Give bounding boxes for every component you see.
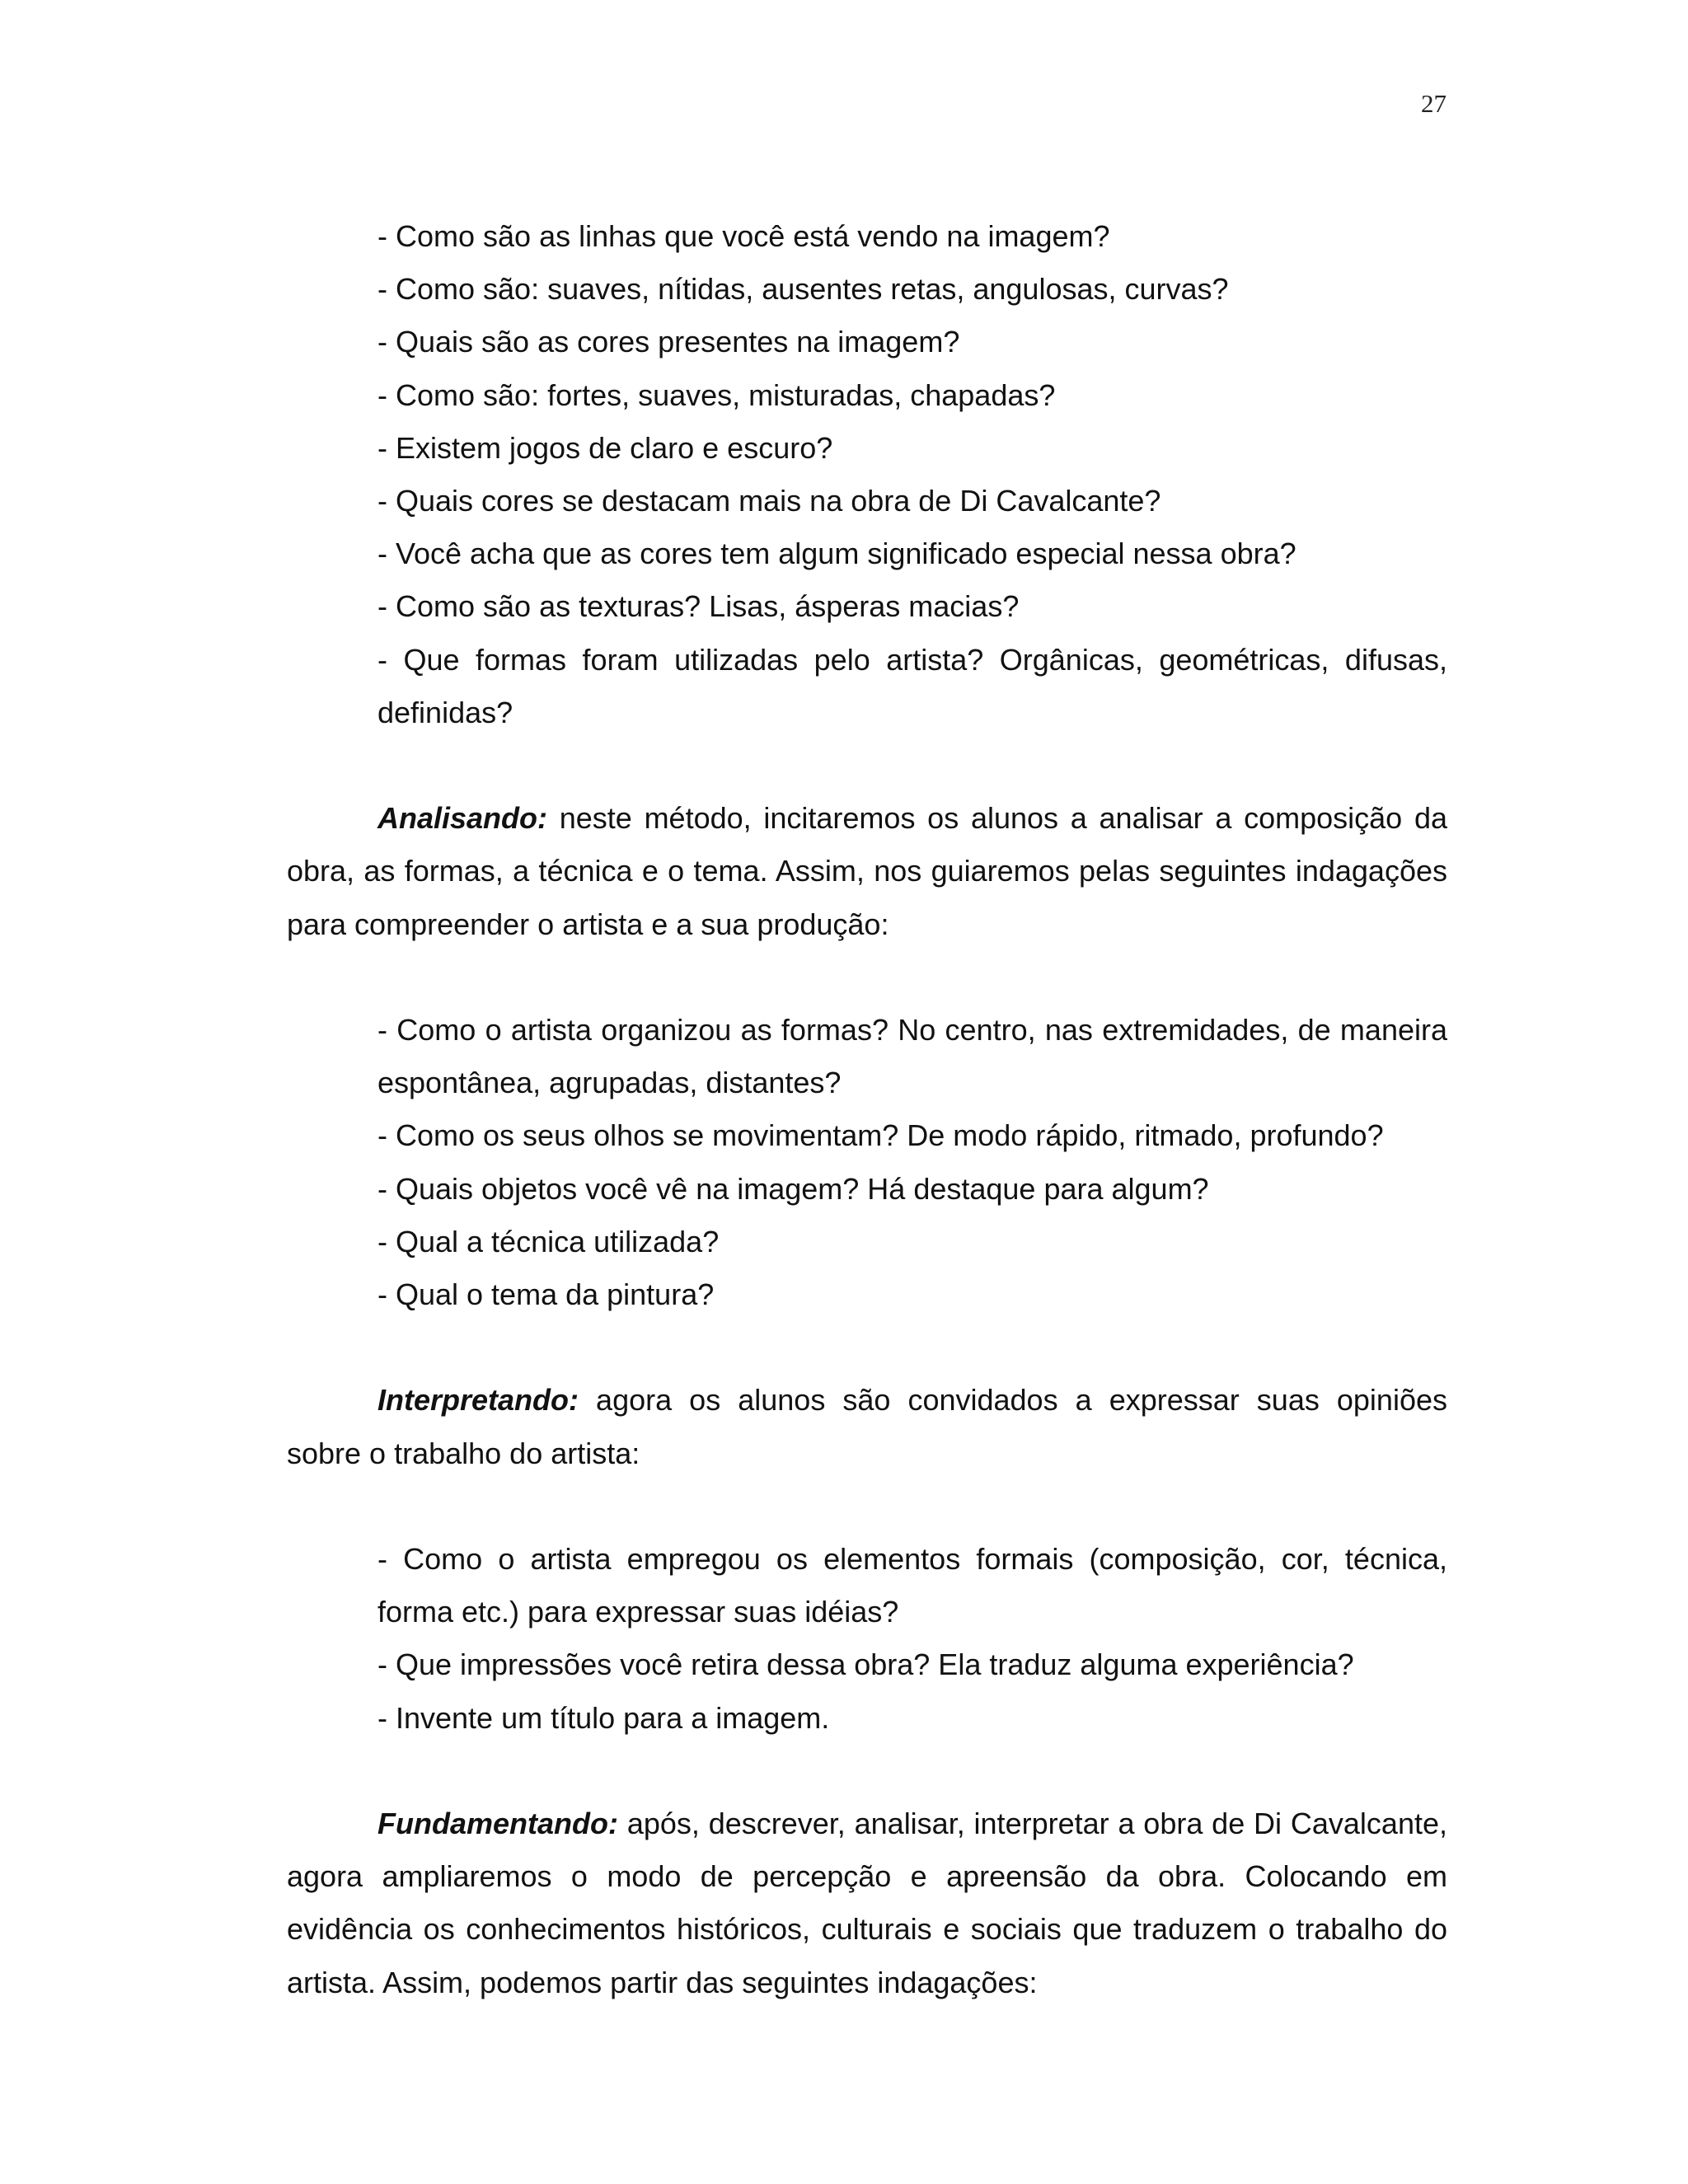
paragraph-text: após, descrever, analisar, interpretar a obra de Di Cavalcante, agora ampliaremos o modo de percepção e apreensão da obra. Colocando em evidência os conhecimentos históricos, culturais e sociais que traduzem o trabalho do artista. Assim, podemos partir das seguintes indagações: — [287, 1807, 1447, 1999]
list-item: - Como são as linhas que você está vendo na imagem? — [377, 219, 1110, 253]
paragraph-gap — [287, 1745, 1447, 1797]
question-list-observing — [377, 210, 1447, 739]
paragraph-gap — [287, 739, 1447, 792]
list-item: - Quais cores se destacam mais na obra de Di Cavalcante? — [377, 484, 1161, 518]
list-item: - Quais objetos você vê na imagem? Há destaque para algum? — [377, 1171, 1209, 1206]
list-item: - Que formas foram utilizadas pelo artista? Orgânicas, geométricas, difusas, definidas? — [377, 642, 1447, 729]
document-body — [287, 210, 1447, 2009]
list-item: - Quais são as cores presentes na imagem? — [377, 325, 960, 359]
list-item: - Como são: suaves, nítidas, ausentes retas, angulosas, curvas? — [377, 272, 1229, 307]
list-item: - Invente um título para a imagem. — [377, 1700, 830, 1735]
list-item: - Que impressões você retira dessa obra? Ela traduz alguma experiência? — [377, 1647, 1354, 1682]
paragraph-interpretando — [287, 1374, 1447, 1479]
list-item: - Qual a técnica utilizada? — [377, 1224, 720, 1258]
page-number: 27 — [1421, 89, 1447, 118]
section-lead-interpretando: Interpretando: — [377, 1383, 579, 1418]
section-lead-fundamentando: Fundamentando: — [377, 1807, 618, 1841]
list-item: - Qual o tema da pintura? — [377, 1277, 715, 1312]
question-list-analyzing — [377, 1004, 1447, 1321]
paragraph-analisando — [287, 792, 1447, 951]
paragraph-fundamentando — [287, 1797, 1447, 2009]
list-item: - Como o artista empregou os elementos formais (composição, cor, técnica, forma etc.) para expressar suas idéias? — [377, 1542, 1447, 1629]
paragraph-gap — [287, 1480, 1447, 1533]
list-item: - Como o artista organizou as formas? No centro, nas extremidades, de maneira espontânea, agrupadas, distantes? — [377, 1013, 1447, 1100]
paragraph-gap — [287, 1321, 1447, 1374]
paragraph-text: neste método, incitaremos os alunos a analisar a composição da obra, as formas, a técnica e o tema. Assim, nos guiaremos pelas seguintes indagações para compreender o artista e a sua produção: — [287, 801, 1447, 941]
paragraph-gap — [287, 951, 1447, 1004]
list-item: - Você acha que as cores tem algum significado especial nessa obra? — [377, 537, 1296, 571]
list-item: - Como são as texturas? Lisas, ásperas macias? — [377, 589, 1020, 624]
list-item: - Como são: fortes, suaves, misturadas, chapadas? — [377, 377, 1056, 412]
list-item: - Existem jogos de claro e escuro? — [377, 430, 833, 465]
paragraph-text: agora os alunos são convidados a expressar suas opiniões sobre o trabalho do artista: — [287, 1383, 1447, 1470]
list-item: - Como os seus olhos se movimentam? De modo rápido, ritmado, profundo? — [377, 1118, 1384, 1153]
question-list-interpreting — [377, 1533, 1447, 1745]
section-lead-analisando: Analisando: — [377, 801, 548, 836]
